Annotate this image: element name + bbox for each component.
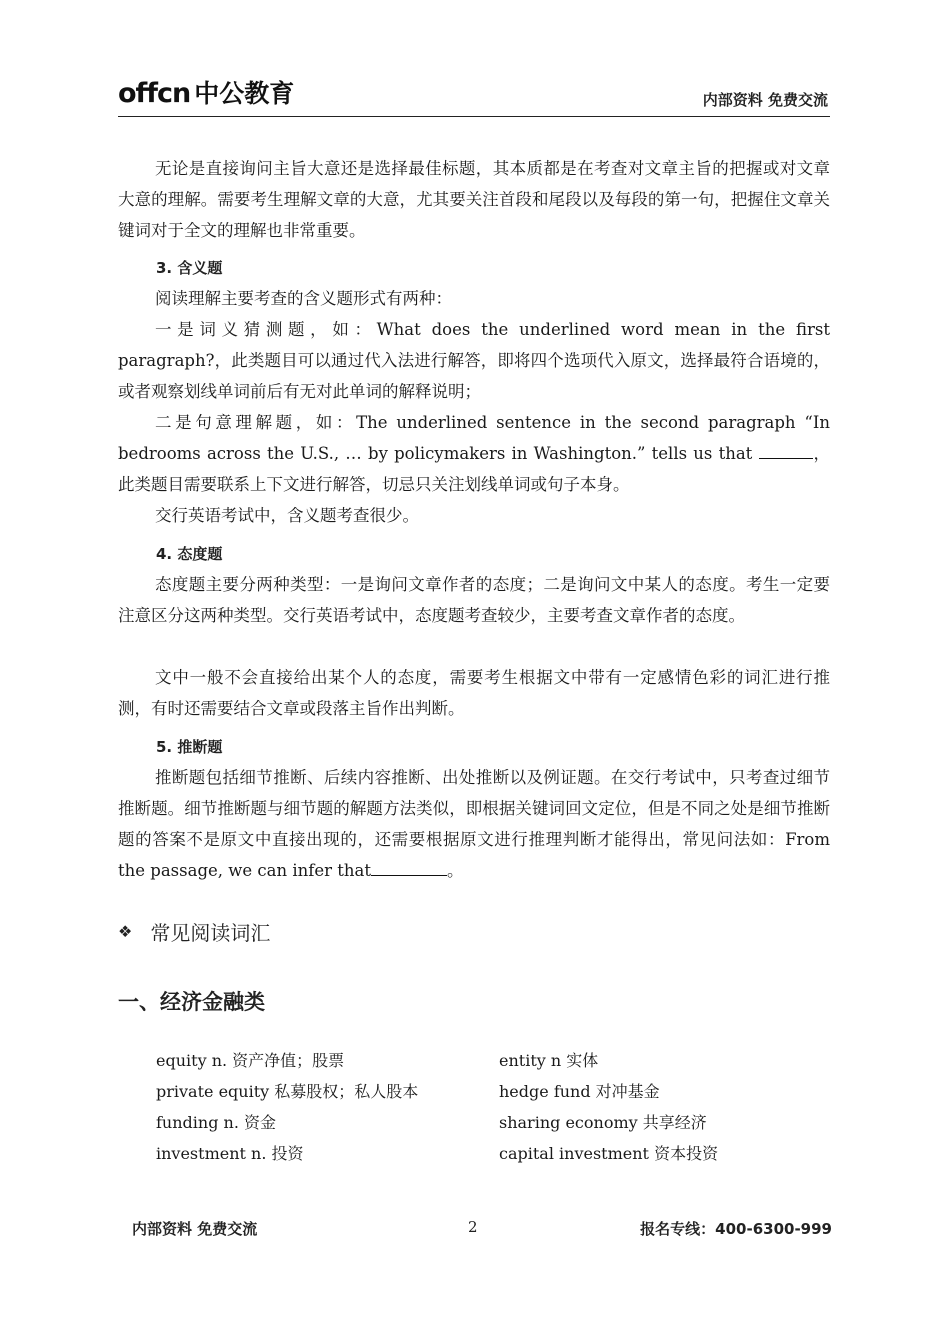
paragraph-inference bbox=[118, 762, 830, 886]
paragraph-word-guess: 一是词义猜测题，如：What does the underlined word mean in the first paragraph?，此类题目可以通过代入法进行解答，即将四个选项代入原文，选择最符合语境的，或者观察划线单词前后有无对此单词的解释说明； bbox=[118, 320, 830, 401]
section-title: 常见阅读词汇 bbox=[150, 921, 271, 945]
vocab-item: capital investment 资本投资 bbox=[499, 1144, 719, 1163]
offcn-logo bbox=[118, 78, 294, 110]
vocab-row bbox=[156, 1075, 796, 1106]
inference-text: 推断题包括细节推断、后续内容推断、出处推断以及例证题。在交行考试中，只考查过细节推断题。细节推断题与细节题的解题方法类似，即根据关键词回文定位，但是不同之处是细节推断题的答案不是原文中直接出现的，还需要根据原文进行推理判断才能得出，常见问法如：From the passage, we can infer that bbox=[118, 768, 830, 880]
paragraph-sentence-meaning bbox=[118, 407, 830, 500]
heading-attitude-questions: 4. 态度题 bbox=[156, 545, 223, 563]
paragraph-attitude-types: 态度题主要分两种类型：一是询问文章作者的态度；二是询问文中某人的态度。考生一定要注意区分这两种类型。交行英语考试中，态度题考查较少，主要考查文章作者的态度。 bbox=[118, 575, 830, 625]
paragraph-main-idea: 无论是直接询问主旨大意还是选择最佳标题，其本质都是在考查对文章主旨的把握或对文章大意的理解。需要考生理解文章的大意，尤其要关注首段和尾段以及每段的第一句，把握住文章关键词对于全文的理解也非常重要。 bbox=[118, 159, 830, 240]
header-notice: 内部资料 免费交流 bbox=[702, 91, 828, 109]
paragraph-attitude-inference: 文中一般不会直接给出某个人的态度，需要考生根据文中带有一定感情色彩的词汇进行推测，有时还需要结合文章或段落主旨作出判断。 bbox=[118, 668, 830, 718]
sentence-meaning-text: 二是句意理解题，如：The underlined sentence in the second paragraph “In bedrooms across the U.S., … by policymakers in Washington.” tells us that bbox=[118, 413, 830, 463]
footer-notice: 内部资料 免费交流 bbox=[132, 1220, 258, 1238]
section-economy-finance bbox=[118, 986, 265, 1016]
vocab-row bbox=[156, 1044, 796, 1075]
logo-text: 中公教育 bbox=[194, 79, 295, 108]
section-title: 一、经济金融类 bbox=[118, 990, 265, 1014]
page-header bbox=[118, 74, 830, 117]
vocab-item: entity n 实体 bbox=[499, 1051, 599, 1070]
answer-blank bbox=[371, 861, 447, 876]
paragraph-meaning-note: 交行英语考试中，含义题考查很少。 bbox=[155, 506, 419, 525]
heading-inference-questions: 5. 推断题 bbox=[156, 738, 223, 756]
footer-hotline: 报名专线：400-6300-999 bbox=[640, 1220, 832, 1238]
sentence-meaning-tail: ，此类题目需要联系上下文进行解答，切忌只关注划线单词或句子本身。 bbox=[118, 444, 830, 494]
page-number: 2 bbox=[468, 1218, 478, 1236]
vocab-row bbox=[156, 1106, 796, 1137]
diamond-bullet-icon: ❖ bbox=[118, 922, 133, 941]
inference-tail: 。 bbox=[446, 861, 464, 880]
vocab-item: investment n. 投资 bbox=[156, 1144, 304, 1163]
paragraph-meaning-intro: 阅读理解主要考查的含义题形式有两种： bbox=[155, 289, 452, 308]
vocab-item: funding n. 资金 bbox=[156, 1113, 277, 1132]
vocab-item: private equity 私募股权；私人股本 bbox=[156, 1082, 419, 1101]
vocab-item: hedge fund 对冲基金 bbox=[499, 1082, 660, 1101]
page-footer bbox=[132, 1218, 832, 1242]
vocab-list bbox=[156, 1044, 796, 1168]
heading-meaning-questions: 3. 含义题 bbox=[156, 259, 223, 277]
answer-blank bbox=[759, 444, 813, 459]
vocab-item: equity n. 资产净值；股票 bbox=[156, 1051, 345, 1070]
logo-mark: offcn bbox=[118, 78, 191, 109]
vocab-item: sharing economy 共享经济 bbox=[499, 1113, 707, 1132]
vocab-row bbox=[156, 1137, 796, 1168]
section-common-vocab bbox=[118, 917, 270, 946]
